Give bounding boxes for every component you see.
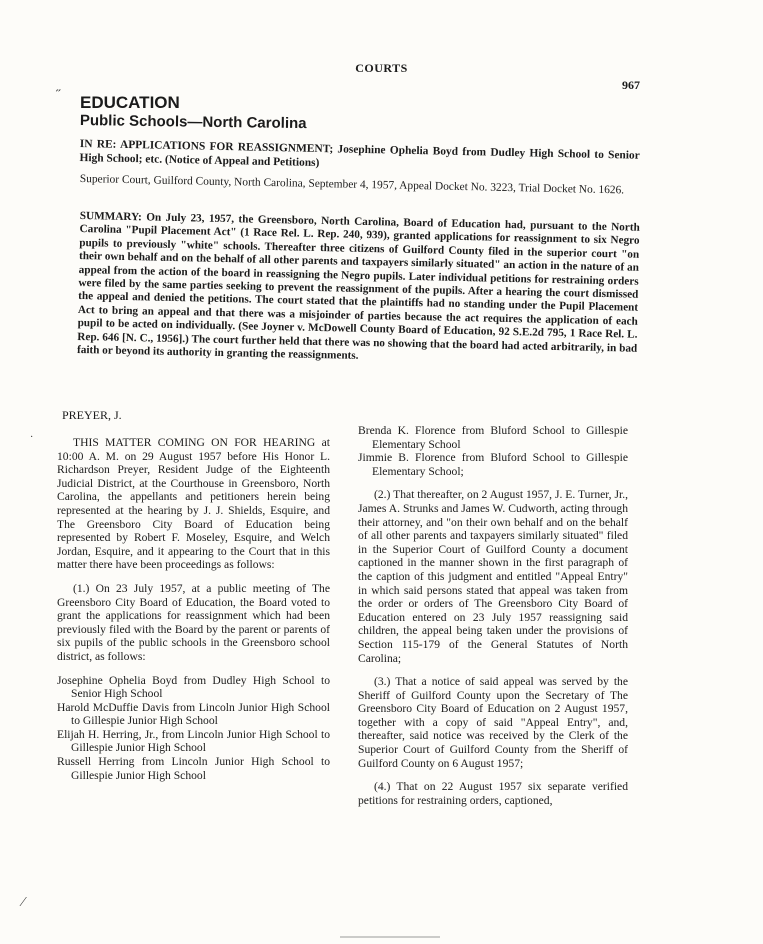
list-item: Jimmie B. Florence from Bluford School to Gillespie Elementary School;: [358, 451, 628, 478]
pupil-list: [57, 674, 330, 783]
case-title: IN RE: APPLICATIONS FOR REASSIGNMENT; Josephine Ophelia Boyd from Dudley High School to Senior High School; etc. (Notice of Appeal and Petitions): [79, 137, 640, 170]
margin-mark: ·: [30, 432, 34, 443]
list-item: Russell Herring from Lincoln Junior High School to Gillespie Junior High School: [57, 755, 330, 782]
page-number: 967: [622, 78, 640, 92]
paragraph-4: (4.) That on 22 August 1957 six separate verified petitions for restraining orders, captioned,: [358, 780, 628, 807]
scan-artifact: [340, 936, 440, 938]
paragraph-2: (2.) That thereafter, on 2 August 1957, J. E. Turner, Jr., James A. Strunks and James W. Cudworth, acting through their attorney, and "on their own behalf and on the behalf of all other parents and taxpayers similarly situated" filed in the Superior Court of Guilford County a document captioned in the manner shown in the first paragraph of the caption of this judgment and entitled "Appeal Entry" in which said persons stated that appeal was taken from the order or orders of The Greensboro City Board of Education entered on 23 July 1957 reassigning said children, the appeal being taken under the provisions of Section 115-179 of the General Statutes of North Carolina;: [358, 488, 628, 665]
paragraph-1: (1.) On 23 July 1957, at a public meeting of The Greensboro City Board of Education, the Board voted to grant the applications for reassignment which had been previously filed with the Board by the parent or parents of six pupils of the public schools in the Greensboro school district, as follows:: [57, 581, 330, 663]
list-item: Josephine Ophelia Boyd from Dudley High School to Senior High School: [57, 673, 330, 701]
judge-name: PREYER, J.: [62, 408, 122, 422]
court-line: Superior Court, Guilford County, North Carolina, September 4, 1957, Appeal Docket No. 3223, Trial Docket No. 1626.: [79, 172, 625, 197]
margin-mark: ⁄: [22, 895, 25, 910]
list-item: Brenda K. Florence from Bluford School to Gillespie Elementary School: [358, 424, 628, 451]
running-head: COURTS: [355, 61, 408, 75]
section-title: EDUCATION: [80, 93, 180, 112]
list-item: Elijah H. Herring, Jr., from Lincoln Junior High School to Gillespie Junior High School: [57, 727, 330, 755]
paragraph-3: (3.) That a notice of said appeal was served by the Sheriff of Guilford County upon the Secretary of The Greensboro City Board of Education on 2 August 1957, together with a copy of said "Appeal Entry", and, thereafter, said notice was received by the Clerk of the Superior Court of Guilford County from the Sheriff of Guilford County on 6 August 1957;: [358, 675, 628, 770]
summary-text: On July 23, 1957, the Greensboro, North Carolina, Board of Education had, pursuant to the North Carolina "Pupil Placement Act" (1 Race Rel. L. Rep. 240, 939), granted applications for reassignment to six Negro pupils to previously "white" schools. Thereafter three citizens of Guilford County filed in the superior court "on their own behalf and on the behalf of all other parents and taxpayers similarly situated" an action in the nature of an appeal from the action of the board in reassigning the Negro pupils. Later individual petitions for restraining orders were filed by the same parties seeking to prevent the reassignment of the pupils. After a hearing the court dismissed the appeal and denied the petitions. The court stated that the plaintiffs had no standing under the Pupil Placement Act to bring an appeal and that there was a misjoinder of parties because the act requires the application of each pupil to be acted on individually. (See Joyner v. McDowell County Board of Education, 92 S.E.2d 795, 1 Race Rel. L. Rep. 646 [N. C., 1956].) The court further held that there was no showing that the board had acted arbitrarily, in bad faith or beyond its authority in granting the reassignments.: [76, 211, 640, 362]
opening-paragraph: THIS MATTER COMING ON FOR HEARING at 10:00 A. M. on 29 August 1957 before His Honor L. Richardson Preyer, Resident Judge of the Eighteenth Judicial District, at the Courthouse in Greensboro, North Carolina, the appellants and petitioners herein being represented at the hearing by J. J. Shields, Esquire, and The Greensboro City Board of Education being represented by Robert F. Moseley, Esquire, and Welch Jordan, Esquire, and it appearing to the Court that in this matter there have been proceedings as follows:: [57, 436, 330, 572]
list-item: Harold McDuffie Davis from Lincoln Junior High School to Gillespie Junior High School: [57, 700, 330, 728]
margin-mark: ˝: [56, 88, 61, 103]
summary-label: SUMMARY:: [79, 210, 142, 224]
section-subtitle: Public Schools—North Carolina: [79, 112, 307, 133]
left-column: [57, 436, 330, 792]
summary-paragraph: [77, 210, 640, 369]
right-column: [358, 424, 628, 817]
pupil-list-continued: [358, 424, 628, 478]
